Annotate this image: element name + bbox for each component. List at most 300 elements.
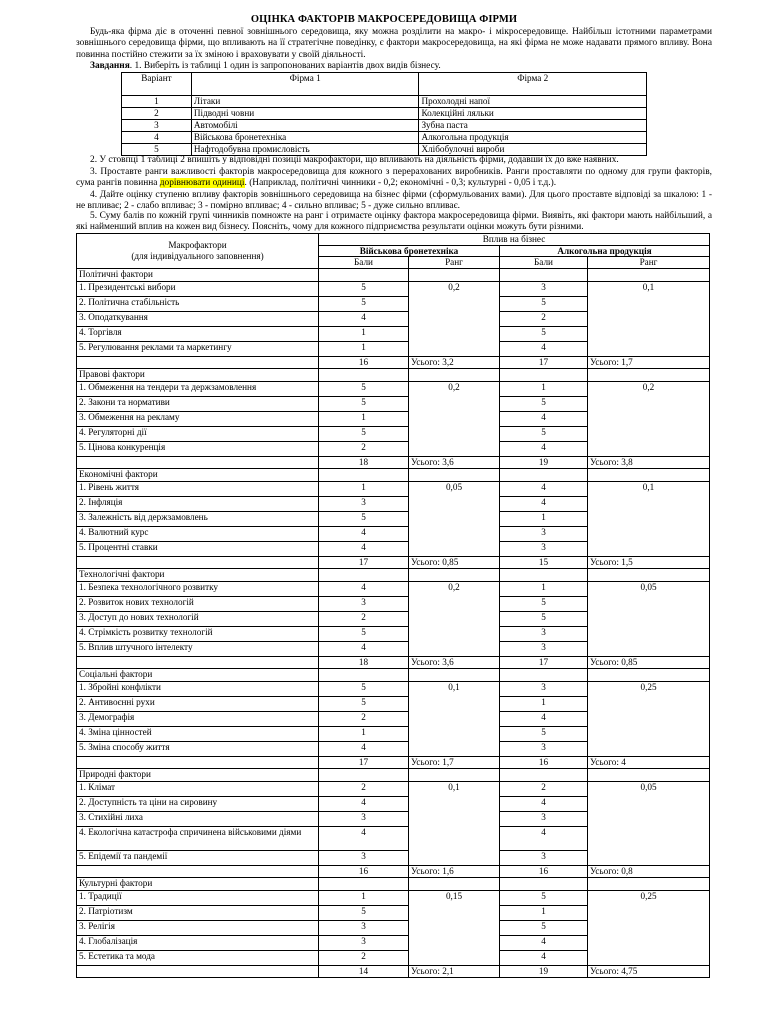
- firm2-total: Усього: 0,8: [588, 865, 710, 877]
- firm1-total: Усього: 3,2: [409, 356, 500, 368]
- category-name: Політичні фактори: [77, 268, 319, 281]
- factor-name: 3. Релігія: [77, 920, 319, 935]
- firm1-points: 5: [319, 396, 409, 411]
- firm1-rank: [409, 441, 500, 456]
- firm2-rank: [588, 626, 710, 641]
- firm1-rank: [409, 541, 500, 556]
- variants-header-cell: Фірма 2: [419, 73, 647, 96]
- firm1-points: 1: [319, 326, 409, 341]
- firm1-rank: [409, 526, 500, 541]
- firm2-rank: 0,05: [588, 581, 710, 596]
- firm1-rank: [409, 920, 500, 935]
- firm2-rank: [588, 296, 710, 311]
- firm1-total: Усього: 1,7: [409, 756, 500, 768]
- firm2-rank: [588, 726, 710, 741]
- firm1-total: Усього: 0,85: [409, 556, 500, 568]
- factor-row: [77, 296, 710, 311]
- firm1-rank: [409, 641, 500, 656]
- firm2-points-sum: 15: [500, 556, 588, 568]
- firm2-rank: [588, 496, 710, 511]
- firm2-rank: 0,2: [588, 381, 710, 396]
- empty-cell: [588, 768, 710, 781]
- task-2: 2. У стовпці 1 таблиці 2 впишіть у відповідні позиції макрофактори, що впливають на діяльність фірми, додавши їх до вже наявних.: [90, 155, 619, 165]
- firm1-points: 5: [319, 511, 409, 526]
- factor-row: [77, 581, 710, 596]
- empty-cell: [588, 668, 710, 681]
- empty-cell: [500, 877, 588, 890]
- firm1-points: 4: [319, 541, 409, 556]
- firm1-points: 5: [319, 296, 409, 311]
- firm2-rank: [588, 796, 710, 811]
- empty-cell: [319, 568, 409, 581]
- factor-row: [77, 411, 710, 426]
- firm2-rank: [588, 696, 710, 711]
- empty-cell: [319, 368, 409, 381]
- firm2-total: Усього: 1,5: [588, 556, 710, 568]
- firm1-points: 2: [319, 611, 409, 626]
- factor-row: [77, 381, 710, 396]
- firm1-points-sum: 17: [319, 756, 409, 768]
- firm1-rank: [409, 741, 500, 756]
- category-row: [77, 668, 710, 681]
- firm2-rank: [588, 541, 710, 556]
- firm2-points: 4: [500, 441, 588, 456]
- empty-cell: [588, 568, 710, 581]
- factor-name: 1. Традиції: [77, 890, 319, 905]
- factor-name: 5. Регулювання реклами та маркетингу: [77, 341, 319, 356]
- factor-name: 1. Безпека технологічного розвитку: [77, 581, 319, 596]
- group-total-row: [77, 456, 710, 468]
- points-header: Бали: [500, 257, 588, 269]
- group-total-row: [77, 656, 710, 668]
- firm2-rank: [588, 826, 710, 850]
- empty-cell: [319, 468, 409, 481]
- firm1-rank: 0,2: [409, 381, 500, 396]
- firm1-points: 3: [319, 935, 409, 950]
- firm1-points-sum: 17: [319, 556, 409, 568]
- firm2-rank: 0,05: [588, 781, 710, 796]
- firm2-points: 4: [500, 496, 588, 511]
- factor-row: [77, 826, 710, 850]
- firm1-points: 5: [319, 281, 409, 296]
- firm2-points: 4: [500, 950, 588, 965]
- firm2-points: 3: [500, 626, 588, 641]
- factor-name: 2. Інфляція: [77, 496, 319, 511]
- firm1-rank: [409, 511, 500, 526]
- factor-name: 4. Регуляторні дії: [77, 426, 319, 441]
- firm1-rank: [409, 626, 500, 641]
- variant-firm1: Військова бронетехніка: [191, 132, 419, 144]
- group-total-row: [77, 865, 710, 877]
- firm2-rank: [588, 326, 710, 341]
- firm1-points: 1: [319, 726, 409, 741]
- variant-row: [122, 144, 647, 156]
- factor-name: 3. Залежність від держзамовлень: [77, 511, 319, 526]
- factor-name: 2. Політична стабільність: [77, 296, 319, 311]
- factor-name: 2. Розвиток нових технологій: [77, 596, 319, 611]
- group-total-row: [77, 356, 710, 368]
- factor-row: [77, 526, 710, 541]
- firm2-points: 3: [500, 541, 588, 556]
- variants-header-cell: Фірма 1: [191, 73, 419, 96]
- firm2-total: Усього: 1,7: [588, 356, 710, 368]
- variant-firm1: Літаки: [191, 96, 419, 108]
- firm2-points: 5: [500, 326, 588, 341]
- firm2-points: 4: [500, 411, 588, 426]
- variant-firm2: Хлібобулочні вироби: [419, 144, 647, 156]
- firm1-points: 4: [319, 311, 409, 326]
- empty-cell: [77, 865, 319, 877]
- firm1-points: 4: [319, 826, 409, 850]
- firm1-points: 5: [319, 626, 409, 641]
- firm2-rank: [588, 850, 710, 865]
- factor-name: 4. Торгівля: [77, 326, 319, 341]
- firm1-points-sum: 18: [319, 656, 409, 668]
- factor-name: 3. Оподаткування: [77, 311, 319, 326]
- factor-row: [77, 811, 710, 826]
- factor-row: [77, 781, 710, 796]
- factor-row: [77, 890, 710, 905]
- firm1-rank: [409, 611, 500, 626]
- empty-cell: [319, 268, 409, 281]
- firm2-rank: [588, 426, 710, 441]
- firm2-total: Усього: 4,75: [588, 965, 710, 977]
- empty-cell: [319, 668, 409, 681]
- firm1-points: 1: [319, 411, 409, 426]
- firm2-rank: [588, 950, 710, 965]
- factor-name: 2. Доступність та ціни на сировину: [77, 796, 319, 811]
- firm1-rank: [409, 296, 500, 311]
- variant-firm2: Колекційні ляльки: [419, 108, 647, 120]
- firm1-points: 5: [319, 905, 409, 920]
- firm2-rank: [588, 341, 710, 356]
- rank-header: Ранг: [409, 257, 500, 269]
- firm2-rank: 0,1: [588, 281, 710, 296]
- firm1-points-sum: 16: [319, 356, 409, 368]
- firm2-rank: [588, 905, 710, 920]
- firm2-points: 2: [500, 311, 588, 326]
- rank-header: Ранг: [588, 257, 710, 269]
- firm1-rank: [409, 411, 500, 426]
- task-label: Завдання: [90, 61, 130, 71]
- firm1-points: 3: [319, 850, 409, 865]
- variant-firm1: Нафтодобувна промисловість: [191, 144, 419, 156]
- firm2-points: 3: [500, 811, 588, 826]
- factor-row: [77, 481, 710, 496]
- variant-number: 4: [122, 132, 192, 144]
- macro-factors-table: [76, 233, 710, 978]
- firm2-points: 4: [500, 796, 588, 811]
- firm2-points: 3: [500, 681, 588, 696]
- factor-row: [77, 641, 710, 656]
- factor-name: 3. Демографія: [77, 711, 319, 726]
- page-title: ОЦІНКА ФАКТОРІВ МАКРОСЕРЕДОВИЩА ФІРМИ: [250, 14, 518, 25]
- firm1-rank: 0,2: [409, 281, 500, 296]
- firm2-points: 3: [500, 526, 588, 541]
- factor-row: [77, 441, 710, 456]
- firm2-points-sum: 17: [500, 656, 588, 668]
- variant-number: 1: [122, 96, 192, 108]
- firm2-points-sum: 16: [500, 756, 588, 768]
- firm1-rank: [409, 396, 500, 411]
- factor-name: 5. Цінова конкуренція: [77, 441, 319, 456]
- firm2-points: 3: [500, 850, 588, 865]
- task-5: 5. Суму балів по кожній групі чинників помножте на ранг і отримаєте оцінку фактора макросередовища фірми. Виявіть, які фактори мають найбільший, а які найменший вплив на кожен вид бізнесу. Поясніть, чому для кожного підприємства результати оцінки можуть бути різними.: [76, 211, 712, 233]
- firm2-rank: [588, 611, 710, 626]
- firm1-points: 1: [319, 481, 409, 496]
- firm2-rank: [588, 311, 710, 326]
- firm1-rank: 0,15: [409, 890, 500, 905]
- firm2-points: 3: [500, 741, 588, 756]
- variant-firm2: Прохолодні напої: [419, 96, 647, 108]
- empty-cell: [77, 656, 319, 668]
- firm1-rank: [409, 811, 500, 826]
- task-3: 3. Проставте ранги важливості факторів макросередовища для кожного з перерахованих виробників. Ранги проставляти по одному для групи факторів, сума рангів повинна дорівнювати одиниці. (Наприклад, політичні чинники - 0,2; економічні - 0,3; культурні - 0,05 і т.д.).: [76, 167, 712, 189]
- category-row: [77, 768, 710, 781]
- factor-name: 4. Глобалізація: [77, 935, 319, 950]
- empty-cell: [77, 965, 319, 977]
- firm2-points: 1: [500, 381, 588, 396]
- firm1-rank: [409, 426, 500, 441]
- factor-name: 4. Зміна цінностей: [77, 726, 319, 741]
- firm2-points: 5: [500, 890, 588, 905]
- factor-row: [77, 726, 710, 741]
- firm1-rank: [409, 326, 500, 341]
- firm2-rank: [588, 811, 710, 826]
- category-row: [77, 468, 710, 481]
- firm1-total: Усього: 1,6: [409, 865, 500, 877]
- variant-number: 5: [122, 144, 192, 156]
- firm2-points-sum: 17: [500, 356, 588, 368]
- firm1-rank: [409, 311, 500, 326]
- factor-row: [77, 341, 710, 356]
- firm1-points-sum: 18: [319, 456, 409, 468]
- group-total-row: [77, 756, 710, 768]
- factor-row: [77, 920, 710, 935]
- firm1-points: 1: [319, 341, 409, 356]
- variant-firm1: Автомобілі: [191, 120, 419, 132]
- firm2-points: 5: [500, 726, 588, 741]
- firm2-points: 4: [500, 341, 588, 356]
- firm2-points: 2: [500, 781, 588, 796]
- category-row: [77, 368, 710, 381]
- impact-header: Вплив на бізнес: [319, 234, 710, 246]
- firm1-points: 5: [319, 426, 409, 441]
- firm1-points: 3: [319, 596, 409, 611]
- firm2-rank: [588, 920, 710, 935]
- firm2-points-sum: 19: [500, 965, 588, 977]
- firm2-rank: [588, 396, 710, 411]
- empty-cell: [588, 877, 710, 890]
- firm1-points: 3: [319, 811, 409, 826]
- variant-row: [122, 120, 647, 132]
- empty-cell: [500, 668, 588, 681]
- empty-cell: [409, 668, 500, 681]
- factor-row: [77, 850, 710, 865]
- variant-row: [122, 108, 647, 120]
- factor-row: [77, 905, 710, 920]
- firm2-rank: [588, 411, 710, 426]
- firm1-points-sum: 14: [319, 965, 409, 977]
- category-name: Технологічні фактори: [77, 568, 319, 581]
- factor-name: 5. Процентні ставки: [77, 541, 319, 556]
- firm1-points: 5: [319, 696, 409, 711]
- firm2-rank: 0,25: [588, 681, 710, 696]
- empty-cell: [77, 756, 319, 768]
- firm2-rank: [588, 441, 710, 456]
- firm1-rank: [409, 726, 500, 741]
- factor-row: [77, 596, 710, 611]
- firm2-rank: [588, 596, 710, 611]
- firm2-points: 5: [500, 920, 588, 935]
- factor-row: [77, 611, 710, 626]
- factor-row: [77, 311, 710, 326]
- firm1-points: 5: [319, 381, 409, 396]
- firm2-rank: 0,1: [588, 481, 710, 496]
- factors-header: Макрофактори (для індивідуального заповнення): [77, 234, 319, 269]
- factor-row: [77, 326, 710, 341]
- factor-name: 5. Зміна способу життя: [77, 741, 319, 756]
- factor-row: [77, 935, 710, 950]
- firm2-total: Усього: 3,8: [588, 456, 710, 468]
- factor-name: 1. Клімат: [77, 781, 319, 796]
- firm2-points: 4: [500, 935, 588, 950]
- firm1-points: 3: [319, 920, 409, 935]
- firm1-points: 2: [319, 781, 409, 796]
- factor-name: 5. Епідемії та пандемії: [77, 850, 319, 865]
- factor-row: [77, 950, 710, 965]
- firm1-rank: 0,2: [409, 581, 500, 596]
- task-1: Завдання. 1. Виберіть із таблиці 1 один із запропонованих варіантів двох видів бізнесу.: [90, 61, 441, 71]
- factor-row: [77, 281, 710, 296]
- category-name: Економічні фактори: [77, 468, 319, 481]
- firm1-points: 5: [319, 681, 409, 696]
- firm1-rank: [409, 696, 500, 711]
- factor-name: 2. Закони та нормативи: [77, 396, 319, 411]
- firm2-points: 1: [500, 581, 588, 596]
- intro-paragraph: Будь-яка фірма діє в оточенні певної зовнішнього середовища, яку можна розділити на макро- і мікросередовище. Найбільш істотними параметрами зовнішнього середовища фірми, що впливають на її стратегічне поведінку, є фактори макросередовища, на які фірма не може надавати прямого впливу. Вона повинна постійно стежити за їх зміною і враховувати у своїй діяльності.: [76, 27, 712, 60]
- firm1-points: 4: [319, 526, 409, 541]
- firm2-total: Усього: 0,85: [588, 656, 710, 668]
- variant-number: 3: [122, 120, 192, 132]
- firm2-points: 4: [500, 481, 588, 496]
- group-total-row: [77, 965, 710, 977]
- firm1-rank: [409, 796, 500, 811]
- firm2-rank: [588, 526, 710, 541]
- firm2-points: 4: [500, 826, 588, 850]
- empty-cell: [588, 468, 710, 481]
- factor-name: 4. Валютний курс: [77, 526, 319, 541]
- firm1-rank: [409, 596, 500, 611]
- empty-cell: [409, 877, 500, 890]
- firm2-rank: [588, 741, 710, 756]
- firm2-points-sum: 19: [500, 456, 588, 468]
- factor-name: 2. Патріотизм: [77, 905, 319, 920]
- category-row: [77, 568, 710, 581]
- factor-row: [77, 741, 710, 756]
- variants-header-row: [122, 73, 647, 96]
- firm1-rank: [409, 850, 500, 865]
- factor-name: 1. Обмеження на тендери та держзамовлення: [77, 381, 319, 396]
- firm1-rank: 0,1: [409, 681, 500, 696]
- firm1-points: 4: [319, 796, 409, 811]
- empty-cell: [500, 268, 588, 281]
- factor-name: 2. Антивоєнні рухи: [77, 696, 319, 711]
- task-4: 4. Дайте оцінку ступеню впливу факторів зовнішнього середовища на бізнес фірми (сформульованих вами). Для цього проставте відповіді за шкалою: 1 - не впливає; 2 - слабо впливає; 3 - помірно впливає; 4 - сильно впливає; 5 - дуже сильно впливає.: [76, 190, 712, 212]
- factor-row: [77, 426, 710, 441]
- factor-row: [77, 396, 710, 411]
- firm1-points: 2: [319, 441, 409, 456]
- empty-cell: [77, 456, 319, 468]
- firm1-header: Військова бронетехніка: [319, 245, 500, 257]
- firm2-rank: [588, 641, 710, 656]
- firm1-rank: 0,05: [409, 481, 500, 496]
- firm1-rank: [409, 826, 500, 850]
- firm1-rank: [409, 496, 500, 511]
- variants-table: [121, 72, 647, 156]
- firm2-points: 1: [500, 696, 588, 711]
- factor-name: 3. Обмеження на рекламу: [77, 411, 319, 426]
- empty-cell: [409, 268, 500, 281]
- category-name: Культурні фактори: [77, 877, 319, 890]
- firm2-rank: [588, 935, 710, 950]
- factor-name: 3. Стихійні лиха: [77, 811, 319, 826]
- empty-cell: [409, 568, 500, 581]
- factor-row: [77, 681, 710, 696]
- firm1-points: 2: [319, 711, 409, 726]
- firm2-header: Алкогольна продукція: [500, 245, 710, 257]
- empty-cell: [409, 768, 500, 781]
- firm1-points-sum: 16: [319, 865, 409, 877]
- factor-row: [77, 626, 710, 641]
- empty-cell: [588, 268, 710, 281]
- firm1-rank: [409, 905, 500, 920]
- firm2-points: 5: [500, 596, 588, 611]
- factor-row: [77, 696, 710, 711]
- firm2-rank: [588, 711, 710, 726]
- factor-name: 5. Вплив штучного інтелекту: [77, 641, 319, 656]
- empty-cell: [77, 356, 319, 368]
- firm1-points: 4: [319, 741, 409, 756]
- firm2-total: Усього: 4: [588, 756, 710, 768]
- firm1-total: Усього: 3,6: [409, 456, 500, 468]
- highlighted-text: дорівнювати одиниці: [159, 178, 245, 189]
- firm2-rank: [588, 511, 710, 526]
- firm2-points: 5: [500, 296, 588, 311]
- category-row: [77, 268, 710, 281]
- firm1-points: 3: [319, 496, 409, 511]
- firm1-rank: [409, 341, 500, 356]
- category-name: Природні фактори: [77, 768, 319, 781]
- firm1-total: Усього: 2,1: [409, 965, 500, 977]
- empty-cell: [500, 368, 588, 381]
- variant-number: 2: [122, 108, 192, 120]
- firm1-points: 4: [319, 581, 409, 596]
- firm2-points: 5: [500, 611, 588, 626]
- empty-cell: [500, 568, 588, 581]
- points-header: Бали: [319, 257, 409, 269]
- variant-firm2: Алкогольна продукція: [419, 132, 647, 144]
- variant-firm1: Підводні човни: [191, 108, 419, 120]
- factor-name: 3. Доступ до нових технологій: [77, 611, 319, 626]
- firm1-points: 1: [319, 890, 409, 905]
- factor-name: 5. Естетика та мода: [77, 950, 319, 965]
- empty-cell: [77, 556, 319, 568]
- firm2-points: 4: [500, 711, 588, 726]
- empty-cell: [409, 468, 500, 481]
- firm2-points-sum: 16: [500, 865, 588, 877]
- factor-row: [77, 496, 710, 511]
